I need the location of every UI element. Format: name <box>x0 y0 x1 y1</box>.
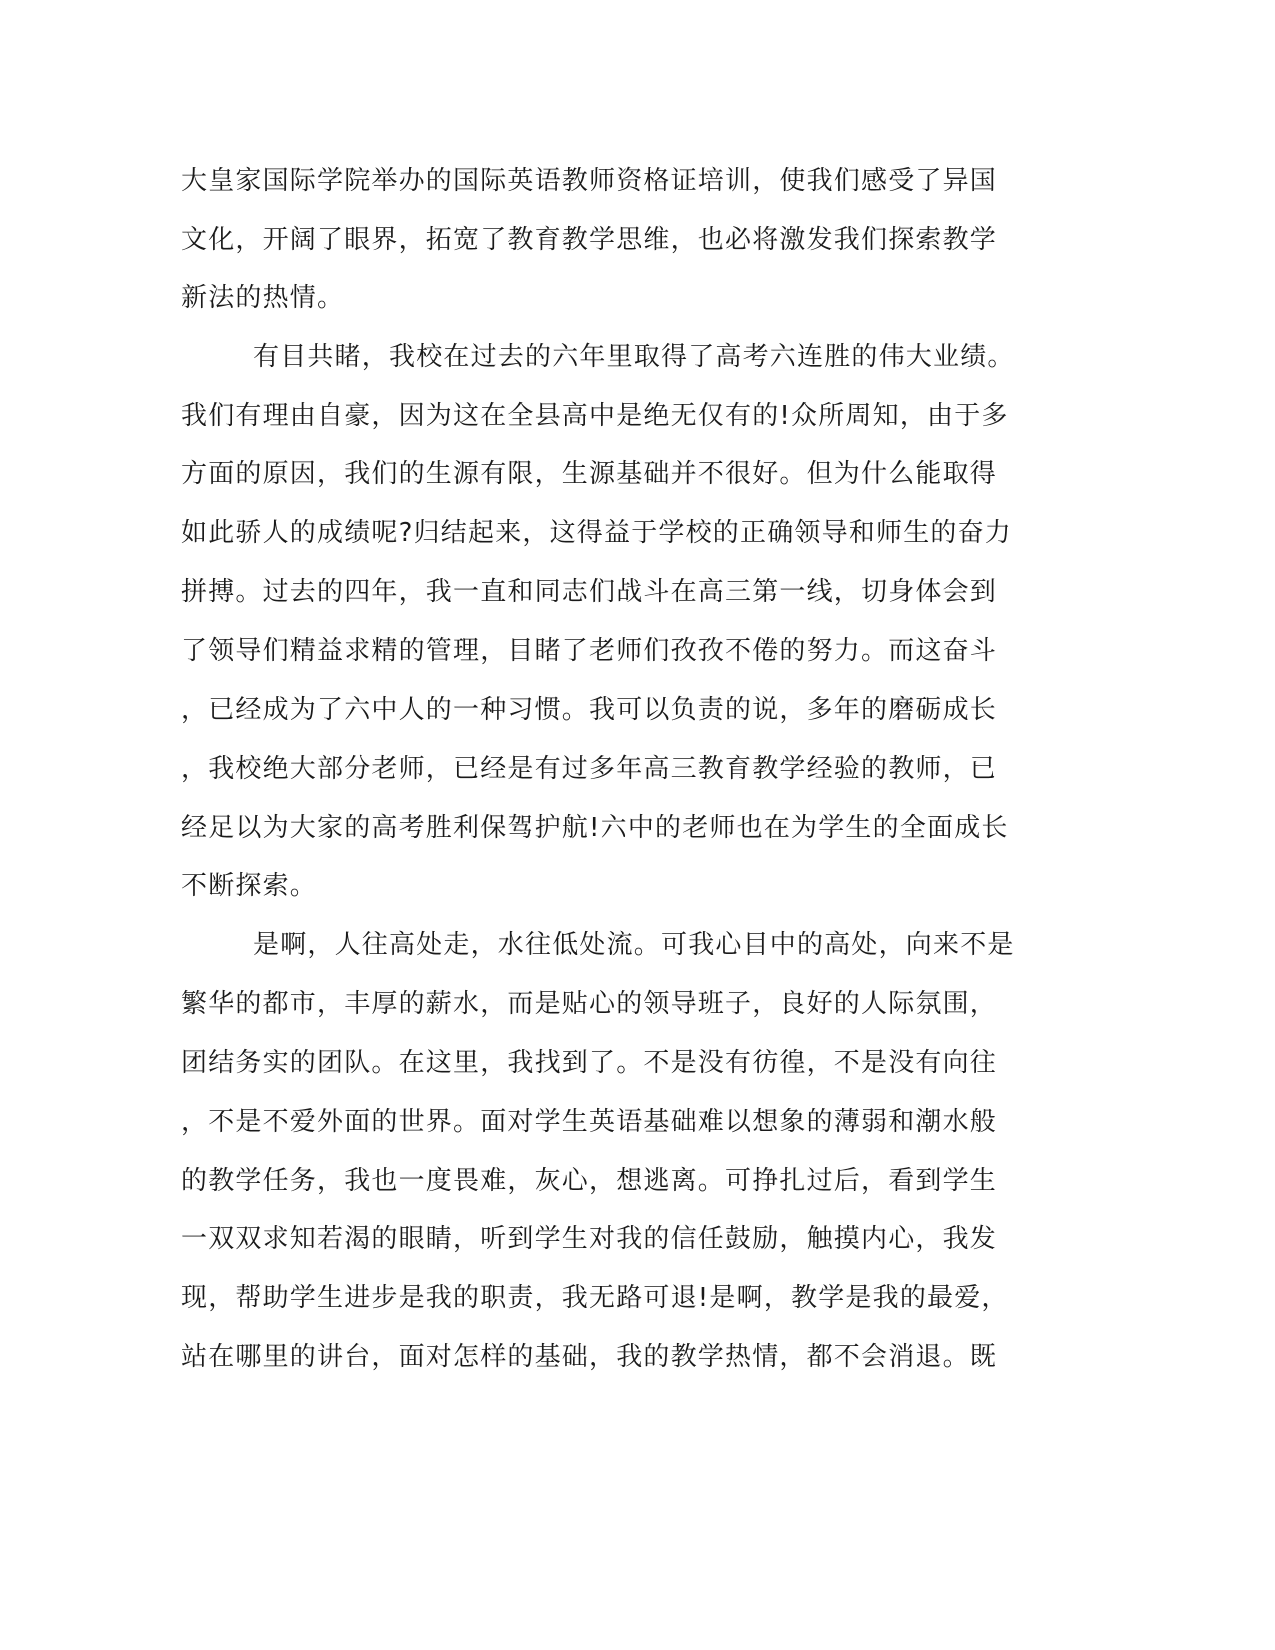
text-line: 一双双求知若渴的眼睛，听到学生对我的信任鼓励，触摸内心，我发 <box>181 1224 998 1254</box>
text-line: 了领导们精益求精的管理，目睹了老师们孜孜不倦的努力。而这奋斗 <box>181 636 998 666</box>
text-line: 我们有理由自豪，因为这在全县高中是绝无仅有的!众所周知，由于多 <box>181 401 1009 431</box>
text-line: 团结务实的团队。在这里，我找到了。不是没有彷徨，不是没有向往 <box>181 1048 998 1078</box>
text-line: 现，帮助学生进步是我的职责，我无路可退!是啊，教学是我的最爱， <box>181 1283 1009 1313</box>
text-line: ，不是不爱外面的世界。面对学生英语基础难以想象的薄弱和潮水般 <box>181 1107 998 1137</box>
paragraph-first-line: 有目共睹，我校在过去的六年里取得了高考六连胜的伟大业绩。 <box>253 342 1015 372</box>
text-line: 新法的热情。 <box>181 283 345 313</box>
text-line: ，我校绝大部分老师，已经是有过多年高三教育教学经验的教师，已 <box>181 754 998 784</box>
text-line: ，已经成为了六中人的一种习惯。我可以负责的说，多年的磨砺成长 <box>181 695 998 725</box>
text-line: 拼搏。过去的四年，我一直和同志们战斗在高三第一线，切身体会到 <box>181 577 998 607</box>
text-line: 如此骄人的成绩呢?归结起来，这得益于学校的正确领导和师生的奋力 <box>181 518 1013 548</box>
text-line: 文化，开阔了眼界，拓宽了教育教学思维，也必将激发我们探索教学 <box>181 225 998 255</box>
text-line: 方面的原因，我们的生源有限，生源基础并不很好。但为什么能取得 <box>181 459 998 489</box>
text-line: 站在哪里的讲台，面对怎样的基础，我的教学热情，都不会消退。既 <box>181 1342 998 1372</box>
text-line: 繁华的都市，丰厚的薪水，而是贴心的领导班子，良好的人际氛围， <box>181 989 998 1019</box>
text-line: 不断探索。 <box>181 871 318 901</box>
paragraph-first-line: 是啊，人往高处走，水往低处流。可我心目中的高处，向来不是 <box>253 930 1015 960</box>
text-line: 经足以为大家的高考胜利保驾护航!六中的老师也在为学生的全面成长 <box>181 813 1009 843</box>
text-line: 大皇家国际学院举办的国际英语教师资格证培训，使我们感受了异国 <box>181 166 998 196</box>
text-line: 的教学任务，我也一度畏难，灰心，想逃离。可挣扎过后，看到学生 <box>181 1166 998 1196</box>
